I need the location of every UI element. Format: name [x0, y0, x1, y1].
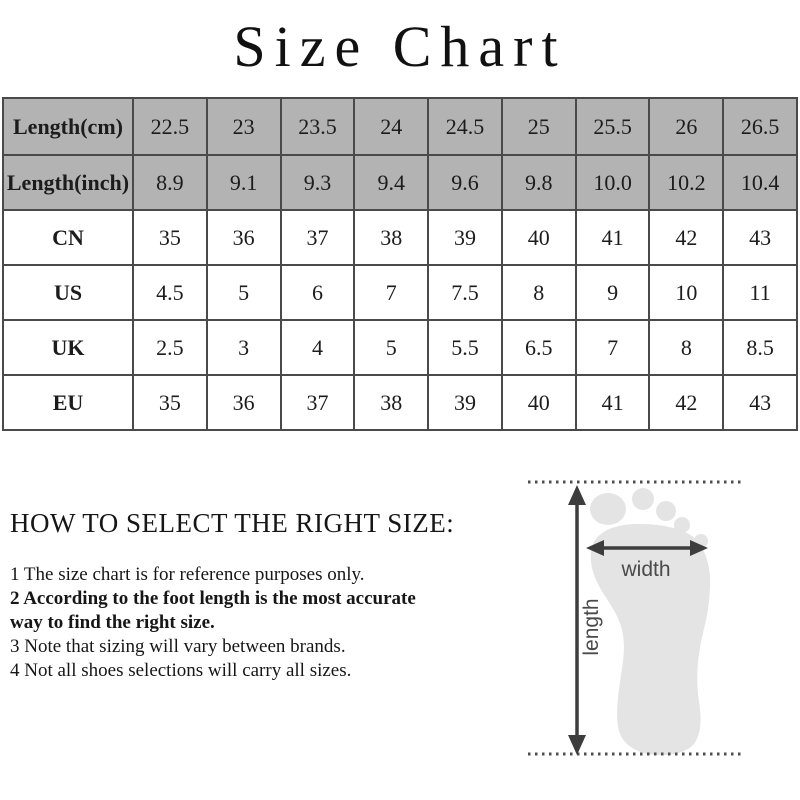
guide-notes-list: [10, 563, 448, 683]
row-label: UK: [4, 321, 132, 374]
size-value-cell: 4.5: [132, 266, 206, 319]
size-value-cell: 23: [206, 99, 280, 154]
size-value-cell: 42: [648, 376, 722, 429]
size-value-cell: 8.9: [132, 156, 206, 209]
size-value-cell: 7.5: [427, 266, 501, 319]
size-value-cell: 38: [353, 376, 427, 429]
size-value-cell: 25.5: [575, 99, 649, 154]
size-value-cell: 22.5: [132, 99, 206, 154]
table-row: [4, 264, 796, 319]
guide-note: 1 The size chart is for reference purposes only.: [10, 564, 365, 585]
size-value-cell: 5: [206, 266, 280, 319]
size-value-cell: 3: [206, 321, 280, 374]
size-value-cell: 39: [427, 376, 501, 429]
size-value-cell: 37: [280, 376, 354, 429]
size-value-cell: 9.4: [353, 156, 427, 209]
size-value-cell: 43: [722, 376, 796, 429]
size-value-cell: 8: [648, 321, 722, 374]
table-row: [4, 209, 796, 264]
size-value-cell: 25: [501, 99, 575, 154]
size-value-cell: 41: [575, 211, 649, 264]
table-row: [4, 154, 796, 209]
second-toe: [632, 488, 654, 510]
third-toe: [656, 501, 676, 521]
fourth-toe: [674, 517, 690, 533]
size-value-cell: 36: [206, 211, 280, 264]
table-row: [4, 99, 796, 154]
table-row: [4, 319, 796, 374]
size-value-cell: 9.1: [206, 156, 280, 209]
size-value-cell: 8: [501, 266, 575, 319]
guide-note: 3 Note that sizing will vary between brands.: [10, 636, 346, 657]
size-value-cell: 42: [648, 211, 722, 264]
size-value-cell: 24: [353, 99, 427, 154]
big-toe: [590, 493, 626, 525]
size-value-cell: 37: [280, 211, 354, 264]
size-value-cell: 35: [132, 376, 206, 429]
guide-note: 4 Not all shoes selections will carry all sizes.: [10, 660, 352, 681]
size-value-cell: 2.5: [132, 321, 206, 374]
foot-measurement-diagram: [510, 452, 780, 792]
row-label: US: [4, 266, 132, 319]
row-label: Length(cm): [4, 99, 132, 154]
size-value-cell: 7: [353, 266, 427, 319]
size-value-cell: 5: [353, 321, 427, 374]
size-value-cell: 36: [206, 376, 280, 429]
size-value-cell: 6: [280, 266, 354, 319]
size-value-cell: 9.8: [501, 156, 575, 209]
length-label: length: [580, 598, 603, 656]
size-value-cell: 24.5: [427, 99, 501, 154]
width-label: width: [621, 558, 671, 581]
row-label: EU: [4, 376, 132, 429]
size-value-cell: 43: [722, 211, 796, 264]
row-label: Length(inch): [4, 156, 132, 209]
size-value-cell: 41: [575, 376, 649, 429]
size-value-cell: 23.5: [280, 99, 354, 154]
size-value-cell: 9.3: [280, 156, 354, 209]
row-label: CN: [4, 211, 132, 264]
size-value-cell: 9: [575, 266, 649, 319]
size-value-cell: 5.5: [427, 321, 501, 374]
size-value-cell: 26: [648, 99, 722, 154]
table-row: [4, 374, 796, 429]
size-value-cell: 35: [132, 211, 206, 264]
size-value-cell: 10.4: [722, 156, 796, 209]
size-value-cell: 39: [427, 211, 501, 264]
footprint-illustration: [590, 488, 710, 755]
size-value-cell: 7: [575, 321, 649, 374]
size-value-cell: 38: [353, 211, 427, 264]
size-value-cell: 11: [722, 266, 796, 319]
size-value-cell: 6.5: [501, 321, 575, 374]
size-guide-section: [10, 508, 455, 683]
size-value-cell: 10.2: [648, 156, 722, 209]
page-title: Size Chart: [233, 14, 567, 79]
size-value-cell: 8.5: [722, 321, 796, 374]
size-value-cell: 10: [648, 266, 722, 319]
size-value-cell: 9.6: [427, 156, 501, 209]
guide-heading: HOW TO SELECT THE RIGHT SIZE:: [10, 508, 455, 538]
size-value-cell: 26.5: [722, 99, 796, 154]
size-chart-table: [2, 97, 798, 431]
size-value-cell: 10.0: [575, 156, 649, 209]
guide-note: 2 According to the foot length is the most accurate way to find the right size.: [10, 588, 416, 633]
size-value-cell: 40: [501, 376, 575, 429]
size-value-cell: 40: [501, 211, 575, 264]
size-value-cell: 4: [280, 321, 354, 374]
